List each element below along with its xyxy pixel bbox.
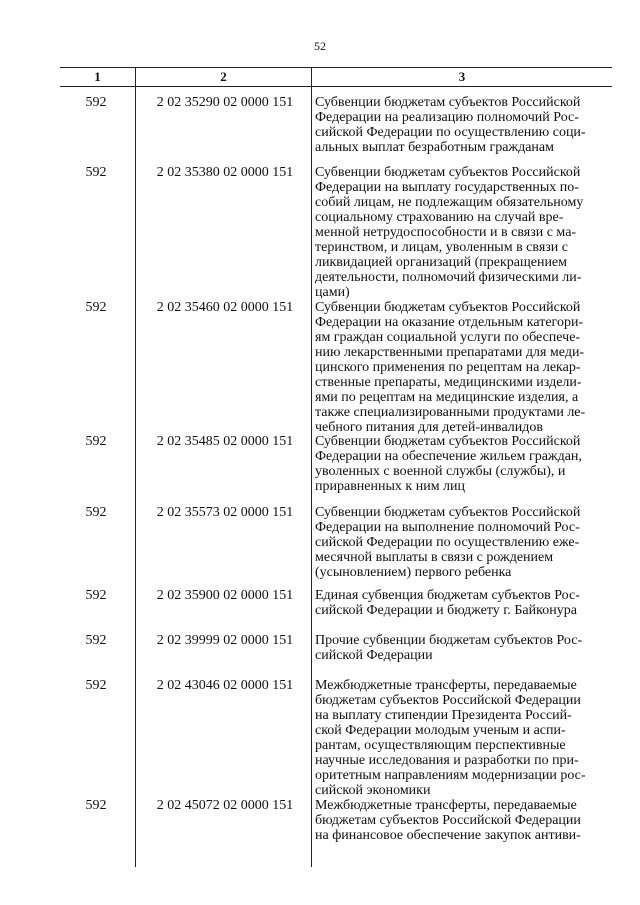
description-line: сийской экономики — [315, 783, 431, 798]
row-description-cell — [315, 505, 615, 580]
description-line: деятельности, полномочий физическими ли- — [315, 270, 582, 285]
description-line: Федерации на реализацию полномочий Рос- — [315, 110, 579, 125]
description-line: ям граждан социальной услуги по обеспече- — [315, 330, 581, 345]
row-description-cell — [315, 95, 615, 155]
description-line: ликвидацией организаций (прекращением — [315, 255, 568, 270]
description-line: Субвенции бюджетам субъектов Российской — [315, 165, 581, 180]
description-line: Федерации на обеспечение жильем граждан, — [315, 449, 582, 464]
row-number-cell: 592 — [85, 633, 107, 648]
row-number-cell: 592 — [85, 505, 107, 520]
table-top-rule — [60, 67, 612, 68]
header-col-2: 2 — [220, 69, 227, 84]
description-line: рантам, осуществляющим перспективные — [315, 738, 566, 753]
description-line: Федерации на оказание отдельным категори- — [315, 315, 584, 330]
description-line: цинского применения по рецептам на лекар- — [315, 360, 581, 375]
row-code-cell: 2 02 35900 02 0000 151 — [156, 588, 294, 603]
row-code-cell: 2 02 35290 02 0000 151 — [156, 95, 294, 110]
description-line: собий лицам, не подлежащим обязательному — [315, 195, 584, 210]
row-description-cell — [315, 434, 615, 494]
description-line: бюджетам субъектов Российской Федерации — [315, 813, 581, 828]
row-code-cell: 2 02 35380 02 0000 151 — [156, 165, 294, 180]
description-line: Межбюджетные трансферты, передаваемые — [315, 798, 577, 813]
row-description-cell — [315, 165, 615, 300]
row-number-cell: 592 — [85, 798, 107, 813]
row-code-cell: 2 02 35460 02 0000 151 — [156, 300, 294, 315]
column-divider-1 — [135, 67, 136, 867]
page-number: 52 — [314, 39, 326, 53]
description-line: ской Федерации молодым ученым и аспи- — [315, 723, 566, 738]
description-line: месячной выплаты в связи с рождением — [315, 550, 554, 565]
description-line: приравненных к ним лиц — [315, 479, 466, 494]
description-line: Субвенции бюджетам субъектов Российской — [315, 95, 581, 110]
description-line: Субвенции бюджетам субъектов Российской — [315, 300, 581, 315]
description-line: сийской Федерации и бюджету г. Байконура — [315, 603, 577, 618]
description-line: оритетным направлениям модернизации рос- — [315, 768, 586, 783]
row-description-cell — [315, 633, 615, 663]
description-line: научные исследования и разработки по при- — [315, 753, 579, 768]
table-header-rule — [60, 86, 612, 87]
description-line: социальному страхованию на случай вре- — [315, 210, 564, 225]
row-code-cell: 2 02 39999 02 0000 151 — [156, 633, 294, 648]
description-line: бюджетам субъектов Российской Федерации — [315, 693, 581, 708]
row-description-cell — [315, 678, 615, 798]
description-line: (усыновлением) первого ребенка — [315, 565, 512, 580]
description-line: Федерации на выполнение полномочий Рос- — [315, 520, 580, 535]
description-line: уволенных с военной службы (службы), и — [315, 464, 566, 479]
description-line: Субвенции бюджетам субъектов Российской — [315, 505, 581, 520]
description-line: также специализированными продуктами ле- — [315, 405, 586, 420]
row-number-cell: 592 — [85, 678, 107, 693]
row-number-cell: 592 — [85, 434, 107, 449]
row-code-cell: 2 02 43046 02 0000 151 — [156, 678, 294, 693]
description-line: чебного питания для детей-инвалидов — [315, 420, 544, 435]
description-line: альных выплат безработным гражданам — [315, 140, 554, 155]
row-description-cell — [315, 798, 615, 843]
description-line: Единая субвенция бюджетам субъектов Рос- — [315, 588, 580, 603]
row-description-cell — [315, 588, 615, 618]
row-number-cell: 592 — [85, 95, 107, 110]
description-line: Прочие субвенции бюджетам субъектов Рос- — [315, 633, 583, 648]
row-code-cell: 2 02 35573 02 0000 151 — [156, 505, 294, 520]
row-code-cell: 2 02 45072 02 0000 151 — [156, 798, 294, 813]
description-line: ями по рецептам на медицинские изделия, а — [315, 390, 579, 405]
description-line: сийской Федерации по осуществлению еже- — [315, 535, 580, 550]
header-col-3: 3 — [458, 69, 466, 84]
row-number-cell: 592 — [85, 588, 107, 603]
description-line: Субвенции бюджетам субъектов Российской — [315, 434, 581, 449]
row-code-cell: 2 02 35485 02 0000 151 — [156, 434, 294, 449]
description-line: сийской Федерации — [315, 648, 433, 663]
description-line: сийской Федерации по осуществлению соци- — [315, 125, 586, 140]
description-line: на выплату стипендии Президента Россий- — [315, 708, 572, 723]
column-divider-2 — [311, 67, 312, 867]
description-line: нию лекарственными препаратами для меди- — [315, 345, 585, 360]
description-line: на финансовое обеспечение закупок антиви- — [315, 828, 581, 843]
description-line: ственные препараты, медицинскими издели- — [315, 375, 582, 390]
row-number-cell: 592 — [85, 300, 107, 315]
description-line: Федерации на выплату государственных по- — [315, 180, 579, 195]
description-line: Межбюджетные трансферты, передаваемые — [315, 678, 577, 693]
row-number-cell: 592 — [85, 165, 107, 180]
row-description-cell — [315, 300, 615, 435]
header-col-1: 1 — [94, 69, 101, 84]
description-line: менной нетрудоспособности и в связи с ма- — [315, 225, 577, 240]
description-line: цами) — [315, 285, 350, 300]
description-line: теринством, и лицам, уволенным в связи с — [315, 240, 568, 255]
